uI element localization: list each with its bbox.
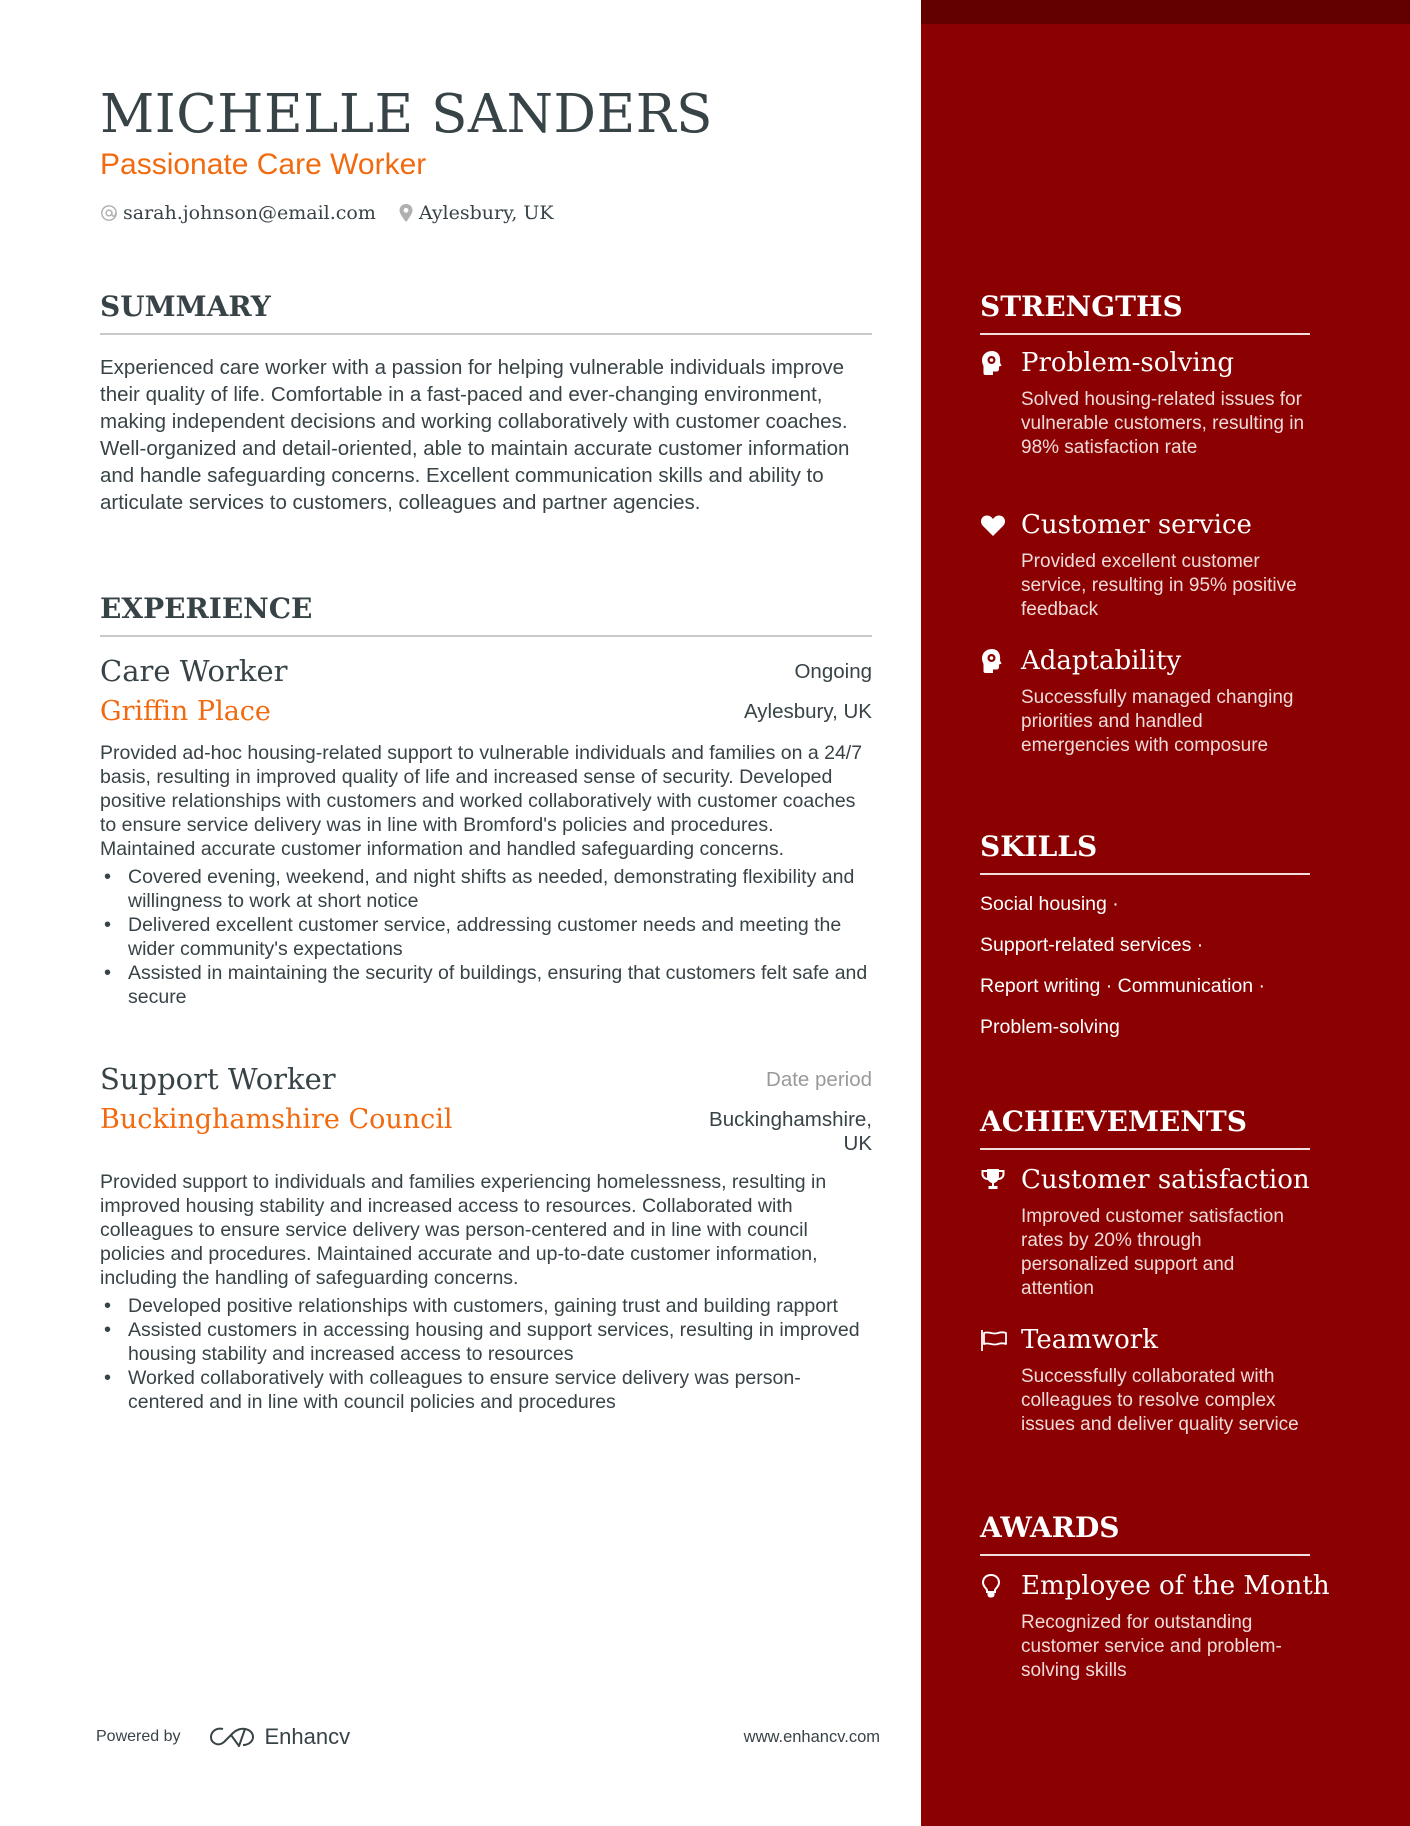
achievement-title: Teamwork bbox=[1021, 1325, 1158, 1355]
contact-location bbox=[398, 202, 554, 224]
job-bullets bbox=[100, 865, 872, 1009]
job-company: Griffin Place bbox=[100, 696, 271, 727]
contact-info bbox=[100, 202, 554, 224]
strength-item bbox=[980, 646, 1310, 758]
award-title: Employee of the Month bbox=[1021, 1571, 1330, 1601]
head-brain-icon bbox=[980, 648, 1021, 674]
achievements-heading: ACHIEVEMENTS bbox=[980, 1105, 1310, 1150]
skill-line: Social housing · bbox=[980, 893, 1119, 915]
job-role: Support Worker bbox=[100, 1062, 336, 1096]
achievement-description: Improved customer satisfaction rates by 20% through personalized support and attention bbox=[1021, 1206, 1284, 1299]
flag-icon bbox=[980, 1328, 1021, 1352]
website-link[interactable]: www.enhancv.com bbox=[743, 1727, 880, 1746]
job-date: Date period bbox=[766, 1068, 872, 1091]
heart-icon bbox=[980, 514, 1021, 537]
sidebar-top-strip bbox=[921, 0, 1410, 24]
head-brain-icon bbox=[980, 350, 1021, 376]
location-text: Aylesbury, UK bbox=[418, 202, 554, 224]
strengths-heading: STRENGTHS bbox=[980, 290, 1310, 335]
lightbulb-icon bbox=[980, 1573, 1021, 1599]
achievement-item bbox=[980, 1165, 1310, 1301]
experience-heading: EXPERIENCE bbox=[100, 592, 872, 637]
achievement-description: Successfully collaborated with colleagues to resolve complex issues and deliver quality service bbox=[1021, 1366, 1299, 1435]
award-description: Recognized for outstanding customer service and problem-solving skills bbox=[1021, 1612, 1282, 1681]
strength-title: Problem-solving bbox=[1021, 348, 1235, 378]
job-bullet: • Covered evening, weekend, and night shifts as needed, demonstrating flexibility and willingness to work at short notice bbox=[100, 865, 872, 913]
skill-line: Problem-solving bbox=[980, 1016, 1120, 1038]
strength-title: Adaptability bbox=[1021, 646, 1182, 676]
skills-heading: SKILLS bbox=[980, 830, 1310, 875]
awards-heading: AWARDS bbox=[980, 1511, 1310, 1556]
job-bullets bbox=[100, 1294, 872, 1414]
experience-entry bbox=[100, 1062, 872, 1414]
skills-list bbox=[980, 892, 1310, 1056]
email-text: sarah.johnson@email.com bbox=[123, 202, 376, 224]
job-role: Care Worker bbox=[100, 654, 288, 688]
strength-description: Provided excellent customer service, resulting in 95% positive feedback bbox=[1021, 551, 1297, 620]
enhancv-logo-icon bbox=[209, 1725, 255, 1749]
job-company: Buckinghamshire Council bbox=[100, 1104, 453, 1135]
at-icon bbox=[100, 204, 118, 222]
job-bullet: • Assisted customers in accessing housing and support services, resulting in improved housing stability and increased access to resources bbox=[100, 1318, 872, 1366]
map-pin-icon bbox=[398, 203, 414, 223]
sidebar bbox=[921, 0, 1410, 1826]
summary-heading: SUMMARY bbox=[100, 290, 872, 335]
job-description: Provided support to individuals and families experiencing homelessness, resulting in improved housing stability and increased access to resources. Collaborated with colleagues to ensure service delivery was person-centered and in line with council policies and procedures. Maintained accurate and up-to-date customer information, including the handling of safeguarding concerns. bbox=[100, 1171, 827, 1289]
powered-by-label: Powered by bbox=[96, 1728, 181, 1745]
job-bullet: • Assisted in maintaining the security of buildings, ensuring that customers felt safe and secure bbox=[100, 961, 872, 1009]
strength-description: Successfully managed changing priorities and handled emergencies with composure bbox=[1021, 687, 1294, 756]
job-date: Ongoing bbox=[794, 660, 872, 683]
strength-title: Customer service bbox=[1021, 510, 1252, 540]
achievement-title: Customer satisfaction bbox=[1021, 1165, 1310, 1195]
contact-email[interactable] bbox=[100, 202, 376, 224]
powered-by bbox=[96, 1724, 350, 1750]
job-location bbox=[709, 1096, 872, 1156]
job-description: Provided ad-hoc housing-related support to vulnerable individuals and families on a 24/7 basis, resulting in improved quality of life and increased sense of security. Developed positive relationships with customers and worked collaboratively with customer coaches to ensure service delivery was in line with Bromford's policies and procedures. Maintained accurate customer information and handled safeguarding concerns. bbox=[100, 742, 863, 860]
trophy-icon bbox=[980, 1168, 1021, 1192]
achievement-item bbox=[980, 1325, 1310, 1437]
skill-line: Support-related services · bbox=[980, 934, 1204, 956]
enhancv-logo[interactable] bbox=[209, 1724, 351, 1750]
skill-line: Report writing · Communication · bbox=[980, 975, 1266, 997]
footer bbox=[96, 1722, 880, 1752]
strength-description: Solved housing-related issues for vulnerable customers, resulting in 98% satisfaction rate bbox=[1021, 389, 1305, 458]
job-location-line: Buckinghamshire, bbox=[709, 1108, 872, 1131]
candidate-name: MICHELLE SANDERS bbox=[100, 84, 713, 145]
summary-text: Experienced care worker with a passion for helping vulnerable individuals improve their quality of life. Comfortable in a fast-paced and ever-changing environment, making independent decisions and working collaboratively with customer coaches. Well-organized and detail-oriented, able to maintain accurate customer information and handle safeguarding concerns. Excellent communication skills and ability to articulate services to customers, colleagues and partner agencies. bbox=[100, 356, 850, 514]
job-location: Aylesbury, UK bbox=[744, 700, 872, 723]
strength-item bbox=[980, 348, 1310, 460]
job-bullet: • Delivered excellent customer service, addressing customer needs and meeting the wider community's expectations bbox=[100, 913, 872, 961]
experience-entry bbox=[100, 654, 872, 1009]
job-bullet: • Worked collaboratively with colleagues to ensure service delivery was person-centered and in line with council policies and procedures bbox=[100, 1366, 872, 1414]
award-item bbox=[980, 1571, 1330, 1683]
headline: Passionate Care Worker bbox=[100, 148, 427, 181]
job-location-line: UK bbox=[843, 1132, 872, 1155]
brand-name: Enhancv bbox=[264, 1724, 351, 1749]
strength-item bbox=[980, 510, 1310, 622]
job-bullet: • Developed positive relationships with customers, gaining trust and building rapport bbox=[100, 1294, 872, 1318]
